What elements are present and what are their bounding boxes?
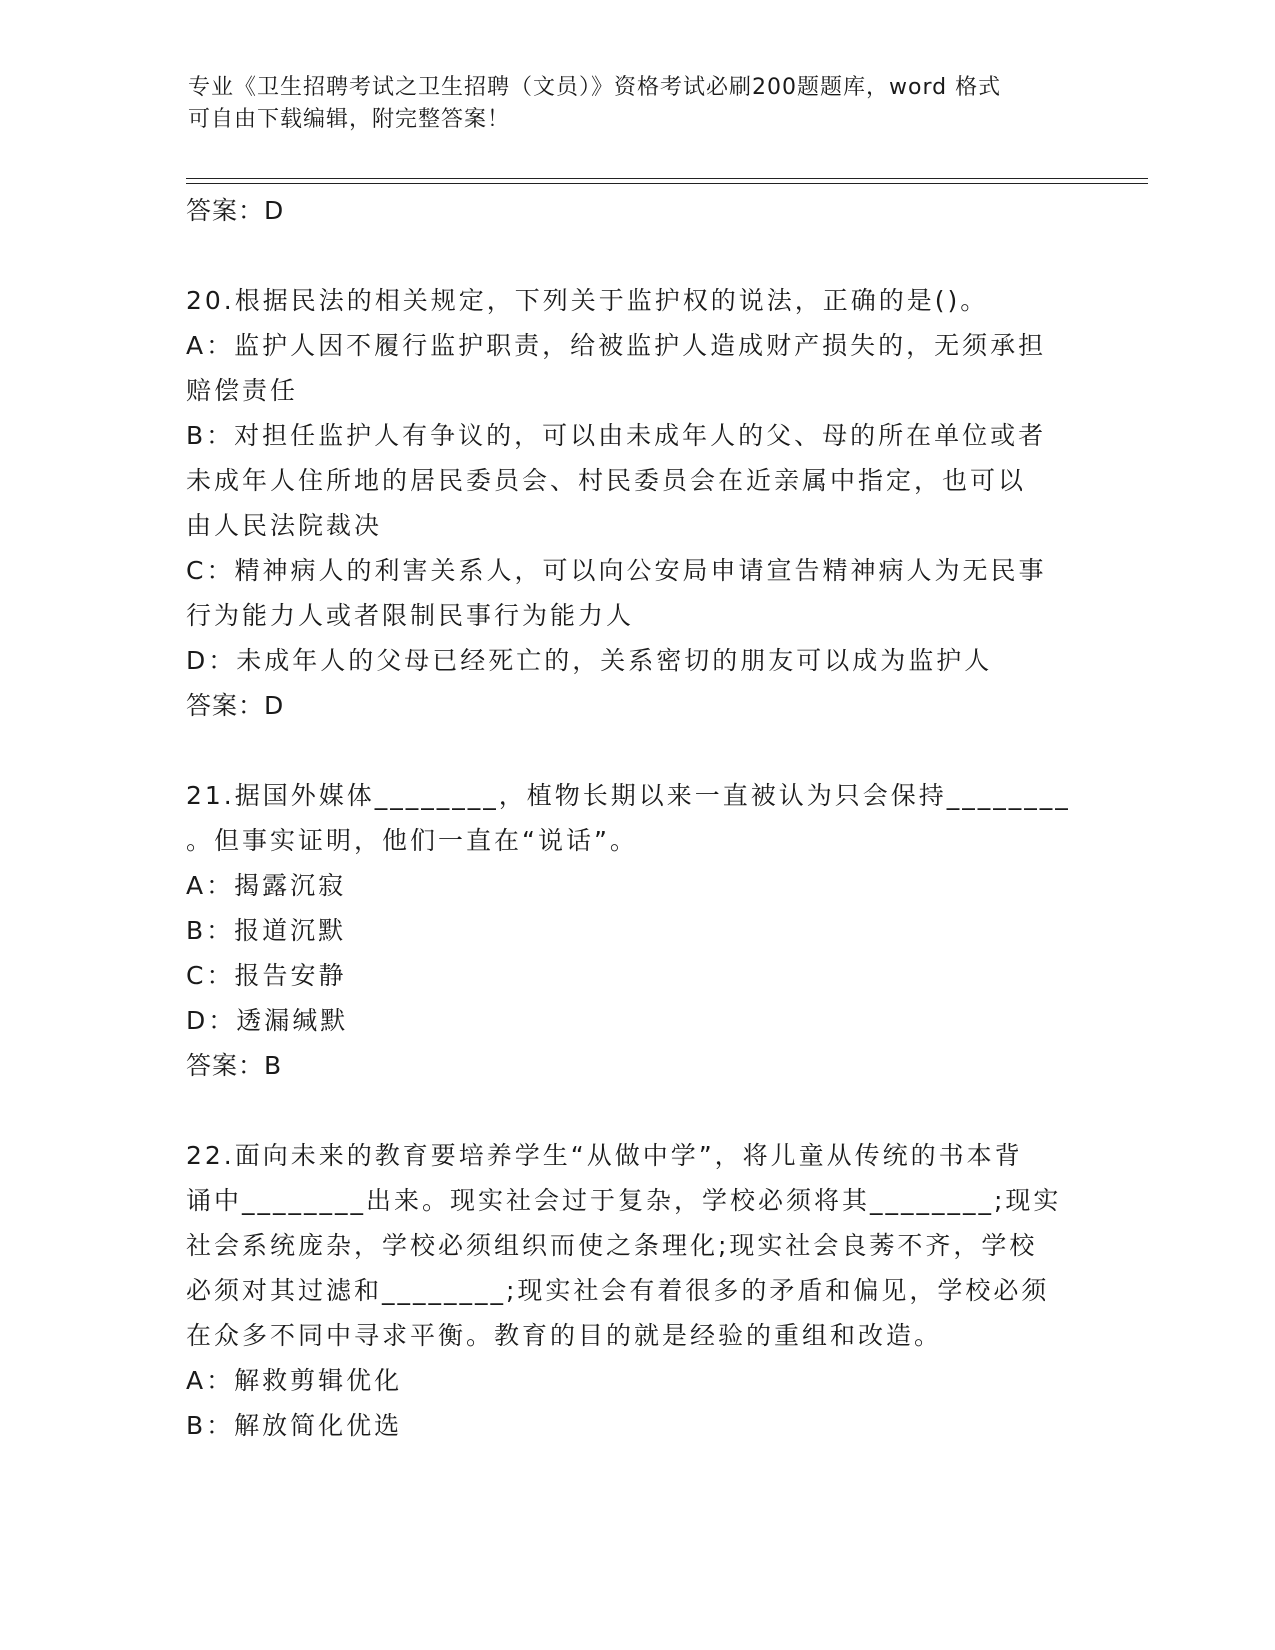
spacer [186, 1088, 1066, 1133]
header-line-2: 可自由下载编辑，附完整答案！ [188, 107, 511, 132]
q21-option-a: A：揭露沉寂 [186, 871, 347, 900]
q22-stem-cont: 在众多不同中寻求平衡。教育的目的就是经验的重组和改造。 [186, 1321, 943, 1350]
q22-stem-cont: 必须对其过滤和________;现实社会有着很多的矛盾和偏见，学校必须 [186, 1276, 1050, 1305]
q22-stem: 22.面向未来的教育要培养学生“从做中学”，将儿童从传统的书本背 [186, 1141, 1023, 1170]
q22-stem-cont: 诵中________出来。现实社会过于复杂，学校必须将其________;现实 [186, 1186, 1062, 1215]
q21-option-c: C：报告安静 [186, 961, 347, 990]
question-22 [186, 1133, 1066, 1448]
question-21 [186, 773, 1071, 1088]
q21-option-b: B：报道沉默 [186, 916, 347, 945]
spacer [186, 728, 1066, 773]
question-20 [186, 278, 1066, 728]
q20-option-a-cont: 赔偿责任 [186, 376, 299, 405]
answer-previous: 答案：D [186, 196, 285, 225]
spacer [186, 233, 1066, 278]
header-line-1: 专业《卫生招聘考试之卫生招聘（文员）》资格考试必刷200题题库，word 格式 [188, 75, 1002, 100]
q20-answer: 答案：D [186, 691, 285, 720]
q21-stem-cont: 。但事实证明，他们一直在“说话”。 [186, 826, 638, 855]
q22-stem-cont: 社会系统庞杂，学校必须组织而使之条理化;现实社会良莠不齐，学校 [186, 1231, 1038, 1260]
q20-option-b: B：对担任监护人有争议的，可以由未成年人的父、母的所在单位或者 [186, 421, 1047, 450]
q22-option-b: B：解放简化优选 [186, 1411, 403, 1440]
header-divider-bottom [186, 183, 1148, 184]
document-header [188, 72, 1068, 136]
q20-option-a: A：监护人因不履行监护职责，给被监护人造成财产损失的，无须承担 [186, 331, 1047, 360]
q22-option-a: A：解救剪辑优化 [186, 1366, 403, 1395]
header-divider-top [186, 178, 1148, 179]
q20-option-b-cont: 未成年人住所地的居民委员会、村民委员会在近亲属中指定，也可以 [186, 466, 1027, 495]
q21-answer: 答案：B [186, 1051, 283, 1080]
q21-stem: 21.据国外媒体________，植物长期以来一直被认为只会保持________ [186, 781, 1071, 810]
q20-option-c-cont: 行为能力人或者限制民事行为能力人 [186, 601, 635, 630]
document-body [186, 188, 1071, 1448]
q20-option-b-cont: 由人民法院裁决 [186, 511, 383, 540]
q20-stem: 20.根据民法的相关规定，下列关于监护权的说法，正确的是()。 [186, 286, 989, 315]
q20-option-c: C：精神病人的利害关系人，可以向公安局申请宣告精神病人为无民事 [186, 556, 1047, 585]
q20-option-d: D：未成年人的父母已经死亡的，关系密切的朋友可以成为监护人 [186, 646, 993, 675]
q21-option-d: D：透漏缄默 [186, 1006, 349, 1035]
